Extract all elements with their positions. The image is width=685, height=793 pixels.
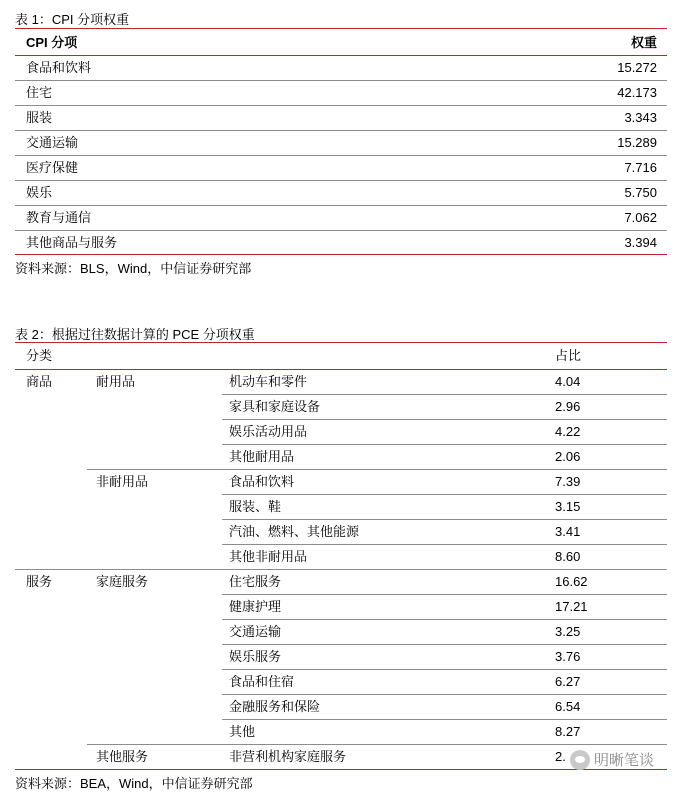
table2-item-value: 2. xyxy=(555,749,566,764)
table2-subgroup-name: 非耐用品 xyxy=(96,474,149,489)
table1-row-divider xyxy=(15,105,667,106)
table2-item-name: 汽油、燃料、其他能源 xyxy=(229,524,360,539)
table1-source: 资料来源：BLS，Wind，中信证券研究部 xyxy=(15,261,252,276)
table2-item-value: 2.96 xyxy=(555,399,581,414)
table2-row-divider xyxy=(222,619,667,620)
table2-row-divider xyxy=(222,594,667,595)
table2-row-divider xyxy=(222,669,667,670)
table2-row-divider xyxy=(222,494,667,495)
table2-subgroup-name: 耐用品 xyxy=(96,374,136,389)
table1-top-rule xyxy=(15,28,667,29)
table2-item-name: 其他非耐用品 xyxy=(229,549,308,564)
table2-item-name: 食品和住宿 xyxy=(229,674,295,689)
table1-row-weight: 15.289 xyxy=(617,135,657,150)
table2-row-divider xyxy=(222,519,667,520)
table2-item-value: 8.27 xyxy=(555,724,581,739)
table2-row-divider xyxy=(222,394,667,395)
table2-item-value: 3.41 xyxy=(555,524,581,539)
table2-item-name: 非营利机构家庭服务 xyxy=(229,749,347,764)
table2-header-category: 分类 xyxy=(26,348,53,363)
table1-row-divider xyxy=(15,230,667,231)
table1-header-name: CPI 分项 xyxy=(26,35,78,50)
table2-item-value: 4.22 xyxy=(555,424,581,439)
table2-header-share: 占比 xyxy=(555,348,582,363)
table1-row-divider xyxy=(15,205,667,206)
table1-row-divider xyxy=(15,155,667,156)
table2-item-name: 娱乐服务 xyxy=(229,649,282,664)
table1-row-weight: 3.394 xyxy=(624,235,657,250)
table2-row-divider xyxy=(15,569,667,570)
table2-item-name: 娱乐活动用品 xyxy=(229,424,308,439)
table2-subgroup-name: 家庭服务 xyxy=(96,574,149,589)
table2-item-value: 6.54 xyxy=(555,699,581,714)
table1-row-weight: 7.716 xyxy=(624,160,657,175)
table2-item-value: 17.21 xyxy=(555,599,588,614)
table2-caption: 表 2：根据过往数据计算的 PCE 分项权重 xyxy=(15,327,255,342)
table1-row-weight: 7.062 xyxy=(624,210,657,225)
table2-item-name: 健康护理 xyxy=(229,599,282,614)
table2-item-value: 2.06 xyxy=(555,449,581,464)
table2-item-value: 7.39 xyxy=(555,474,581,489)
table1-row-divider xyxy=(15,80,667,81)
table1-caption: 表 1：CPI 分项权重 xyxy=(15,12,130,27)
table2-item-name: 食品和饮料 xyxy=(229,474,295,489)
table1-header-weight: 权重 xyxy=(630,35,657,50)
table1-row-name: 其他商品与服务 xyxy=(26,235,118,250)
table2-row-divider xyxy=(222,544,667,545)
table1-row-name: 医疗保健 xyxy=(26,160,79,175)
table1-row-name: 服装 xyxy=(26,110,53,125)
table1-row-name: 教育与通信 xyxy=(26,210,92,225)
table2-item-value: 4.04 xyxy=(555,374,581,389)
table2-item-name: 服装、鞋 xyxy=(229,499,282,514)
table1-row-weight: 15.272 xyxy=(617,60,657,75)
table2-source: 资料来源：BEA，Wind，中信证券研究部 xyxy=(15,776,253,791)
table2-row-divider xyxy=(87,744,667,745)
table2-row-divider xyxy=(222,694,667,695)
table2-item-name: 金融服务和保险 xyxy=(229,699,321,714)
table2-group-name: 商品 xyxy=(26,374,53,389)
table1-bottom-rule xyxy=(15,254,667,255)
table1-row-name: 食品和饮料 xyxy=(26,60,92,75)
table1-row-weight: 5.750 xyxy=(624,185,657,200)
table2-item-value: 3.25 xyxy=(555,624,581,639)
table1-row-name: 交通运输 xyxy=(26,135,79,150)
table2-item-value: 8.60 xyxy=(555,549,581,564)
table1-row-weight: 42.173 xyxy=(617,85,657,100)
wechat-icon xyxy=(570,750,590,770)
table2-item-name: 住宅服务 xyxy=(229,574,282,589)
table1-row-divider xyxy=(15,180,667,181)
watermark-text: 明晰笔谈 xyxy=(594,752,655,769)
table2-item-name: 机动车和零件 xyxy=(229,374,308,389)
table1-row-name: 住宅 xyxy=(26,85,53,100)
table2-item-name: 其他耐用品 xyxy=(229,449,295,464)
table1-row-name: 娱乐 xyxy=(26,185,53,200)
table2-item-value: 3.76 xyxy=(555,649,581,664)
table1-header-rule xyxy=(15,55,667,56)
table2-top-rule xyxy=(15,342,667,343)
table2-item-value: 6.27 xyxy=(555,674,581,689)
table2-group-name: 服务 xyxy=(26,574,53,589)
table1-row-weight: 3.343 xyxy=(624,110,657,125)
table2-item-name: 交通运输 xyxy=(229,624,282,639)
table1-row-divider xyxy=(15,130,667,131)
watermark xyxy=(570,749,654,770)
table2-item-value: 16.62 xyxy=(555,574,588,589)
table2-subgroup-name: 其他服务 xyxy=(96,749,149,764)
table2-row-divider xyxy=(222,644,667,645)
table2-row-divider xyxy=(87,469,667,470)
table2-row-divider xyxy=(222,719,667,720)
table2-header-rule xyxy=(15,369,667,370)
table2-item-name: 家具和家庭设备 xyxy=(229,399,321,414)
table2-row-divider xyxy=(222,444,667,445)
table2-item-name: 其他 xyxy=(229,724,256,739)
table2-item-value: 3.15 xyxy=(555,499,581,514)
table2-row-divider xyxy=(222,419,667,420)
